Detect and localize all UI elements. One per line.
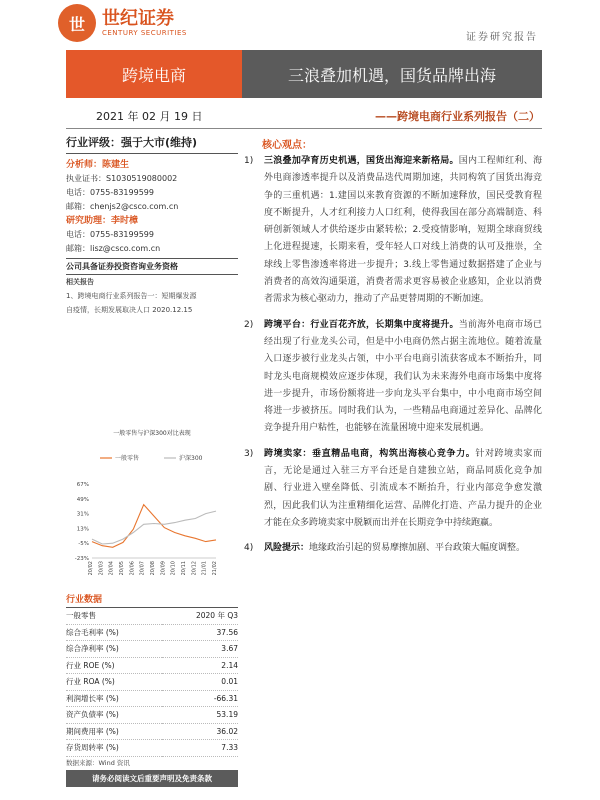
row-label: 期间费用率 (%) xyxy=(66,723,162,740)
row-value: -66.31 xyxy=(162,690,238,707)
left-column xyxy=(66,134,238,317)
y-tick-label: -5% xyxy=(78,541,89,548)
disclaimer-banner: 请务必阅读文后重要声明及免责条款 xyxy=(66,770,238,787)
analyst-phone: 电话：0755-83199599 xyxy=(66,188,154,197)
y-tick-label: 13% xyxy=(76,526,89,533)
logo-icon: 世 xyxy=(58,4,96,42)
report-title: 三浪叠加机遇，国货品牌出海 xyxy=(242,50,542,98)
table-row xyxy=(66,707,238,724)
point-number: 1) xyxy=(244,156,254,166)
x-tick-label: 21/01 xyxy=(201,561,208,576)
row-label: 综合净利率 (%) xyxy=(66,641,162,658)
row-value: 53.19 xyxy=(162,707,238,724)
assistant-label: 研究助理：李时樟 xyxy=(66,216,139,226)
x-tick-label: 20/03 xyxy=(98,561,105,576)
row-value: 7.33 xyxy=(162,740,238,757)
core-views xyxy=(244,136,542,566)
point-number: 3) xyxy=(244,448,254,459)
y-tick-label: -23% xyxy=(74,556,89,562)
logo-en: CENTURY SECURITIES xyxy=(102,29,187,37)
industry-rating: 行业评级：强于大市(维持) xyxy=(66,134,238,154)
related-report-line[interactable]: 自疫情，长期发展取决人口 2020.12.15 xyxy=(66,306,193,314)
row-label: 综合毛利率 (%) xyxy=(66,624,162,641)
x-tick-label: 20/09 xyxy=(160,561,167,576)
table-row xyxy=(66,641,238,658)
logo-cn: 世纪证券 xyxy=(102,8,174,29)
x-tick-label: 20/12 xyxy=(191,561,198,576)
point-body: 当前海外电商市场已经出现了行业龙头公司，但是中小电商仍然占据主流地位。随着流量入口逐步被行业龙头占领，中小平台电商引流获客成本不断抬升，同时龙头电商规模效应逐步体现，我们认为未来海外电商市场集中度将进一步提升，市场份额将进一步向龙头平台集中，中小电商市场空间将进一步被挤压。同时我们认为，一些精品电商通过差异化、品牌化竞争提升用户粘性，也能够在流量困境中迎来发展机遇。 xyxy=(264,319,542,434)
point-headline: 跨境卖家：垂直精品电商，构筑出海核心竞争力。 xyxy=(264,448,476,459)
point-body: 针对跨境卖家而言，无论是通过入驻三方平台还是自建独立站，商品同质化竞争加剧、行业进入壁垒降低、引流成本不断抬升，行业内部竞争愈发激烈，因此我们认为注重精细化运营、品牌化打造、产品力提升的企业才能在众多跨境卖家中脱颖而出并在长期竞争中持续跑赢。 xyxy=(264,448,542,528)
table-row xyxy=(66,657,238,674)
analyst-email[interactable]: 邮箱：chenjs2@csco.com.cn xyxy=(66,202,179,211)
point-number: 2) xyxy=(244,319,254,330)
y-tick-label: 49% xyxy=(76,496,89,503)
row-value: 3.67 xyxy=(162,641,238,658)
row-value: 37.56 xyxy=(162,624,238,641)
divider xyxy=(66,128,542,129)
core-point xyxy=(244,317,542,438)
doc-type: 证券研究报告 xyxy=(466,32,538,43)
x-tick-label: 20/02 xyxy=(88,561,94,576)
x-tick-label: 20/11 xyxy=(181,561,187,576)
table-row xyxy=(66,723,238,740)
core-point xyxy=(244,540,542,557)
related-title: 相关报告 xyxy=(66,278,94,286)
assistant-phone: 电话：0755-83199599 xyxy=(66,230,154,239)
table-row xyxy=(66,690,238,707)
table-header-cell: 2020 年 Q3 xyxy=(162,608,238,624)
core-point xyxy=(244,153,542,309)
row-label: 行业 ROE (%) xyxy=(66,657,162,674)
row-value: 0.01 xyxy=(162,674,238,691)
point-headline: 三浪叠加孕育历史机遇，国货出海迎来新格局。 xyxy=(264,156,459,166)
table-header-cell: 一般零售 xyxy=(66,608,162,624)
qualification: 公司具备证券投资咨询业务资格 xyxy=(66,258,238,275)
row-label: 资产负债率 (%) xyxy=(66,707,162,724)
chart-title: 一般零售与沪深300对比表现 xyxy=(113,430,191,437)
row-value: 2.14 xyxy=(162,657,238,674)
company-logo xyxy=(58,4,187,42)
report-date: 2021 年 02 月 19 日 xyxy=(96,110,203,123)
related-report-line[interactable]: 1、跨境电商行业系列报告一：短期爆发源 xyxy=(66,292,197,300)
row-label: 存货周转率 (%) xyxy=(66,740,162,757)
point-body: 地缘政治引起的贸易摩擦加剧、平台政策大幅度调整。 xyxy=(309,543,526,554)
point-body: 国内工程师红利、海外电商渗透率提升以及消费品迭代周期加速，共同构筑了国货出海竞争的三重机遇：1.建国以来教育资源的不断加速释放，国民受教育程度不断提升，人才红利接力人口红利，使得我国在部分高端制造、科研创新领域人才供给逐步由紧转松；2.受疫情影响，短期全球商贸线上化进程提速，长期来看，受年轻人口对线上消费的认可及推崇，全球线上零售渗透率将进一步提升；3.线上零售通过数据搭建了企业与消费者的高效沟通渠道，消费者需求更容易被企业感知，企业以消费者需求为核心驱动力，推动了产品更替周期的不断加速。 xyxy=(264,156,542,305)
legend-label: 一般零售 xyxy=(115,455,140,462)
series-line-retail xyxy=(92,505,216,548)
data-source: 数据来源：Wind 资讯 xyxy=(66,758,130,767)
table-header-row xyxy=(66,608,238,624)
core-point xyxy=(244,446,542,532)
x-tick-label: 20/08 xyxy=(150,561,156,576)
point-headline: 风险提示： xyxy=(264,543,310,554)
table-title: 行业数据 xyxy=(66,592,238,608)
row-value: 36.02 xyxy=(162,723,238,740)
row-label: 行业 ROA (%) xyxy=(66,674,162,691)
category-band: 跨境电商 xyxy=(66,50,242,98)
chart-svg xyxy=(66,428,238,578)
analyst-label: 分析师：陈建生 xyxy=(66,160,130,170)
report-subtitle: ——跨境电商行业系列报告（二） xyxy=(375,110,540,123)
legend-label: 沪深300 xyxy=(179,455,203,462)
x-tick-label: 20/07 xyxy=(139,561,146,576)
performance-chart xyxy=(66,428,238,580)
x-tick-label: 21/02 xyxy=(212,561,218,576)
x-tick-label: 20/06 xyxy=(129,561,136,576)
y-tick-label: 67% xyxy=(76,482,89,488)
assistant-email[interactable]: 邮箱：lisz@csco.com.cn xyxy=(66,244,161,253)
industry-data xyxy=(66,592,238,787)
table-row xyxy=(66,624,238,641)
row-label: 利润增长率 (%) xyxy=(66,690,162,707)
data-table xyxy=(66,608,238,757)
x-tick-label: 20/05 xyxy=(119,561,125,576)
point-number: 4) xyxy=(244,543,254,554)
table-row xyxy=(66,674,238,691)
core-title: 核心观点： xyxy=(262,140,312,151)
analyst-cert: 执业证书：S1030519080002 xyxy=(66,174,178,183)
x-tick-label: 20/04 xyxy=(108,561,115,576)
table-row xyxy=(66,740,238,757)
y-tick-label: 31% xyxy=(76,511,89,518)
point-headline: 跨境平台：行业百花齐放，长期集中度将提升。 xyxy=(264,319,459,330)
x-tick-label: 20/10 xyxy=(170,561,177,576)
